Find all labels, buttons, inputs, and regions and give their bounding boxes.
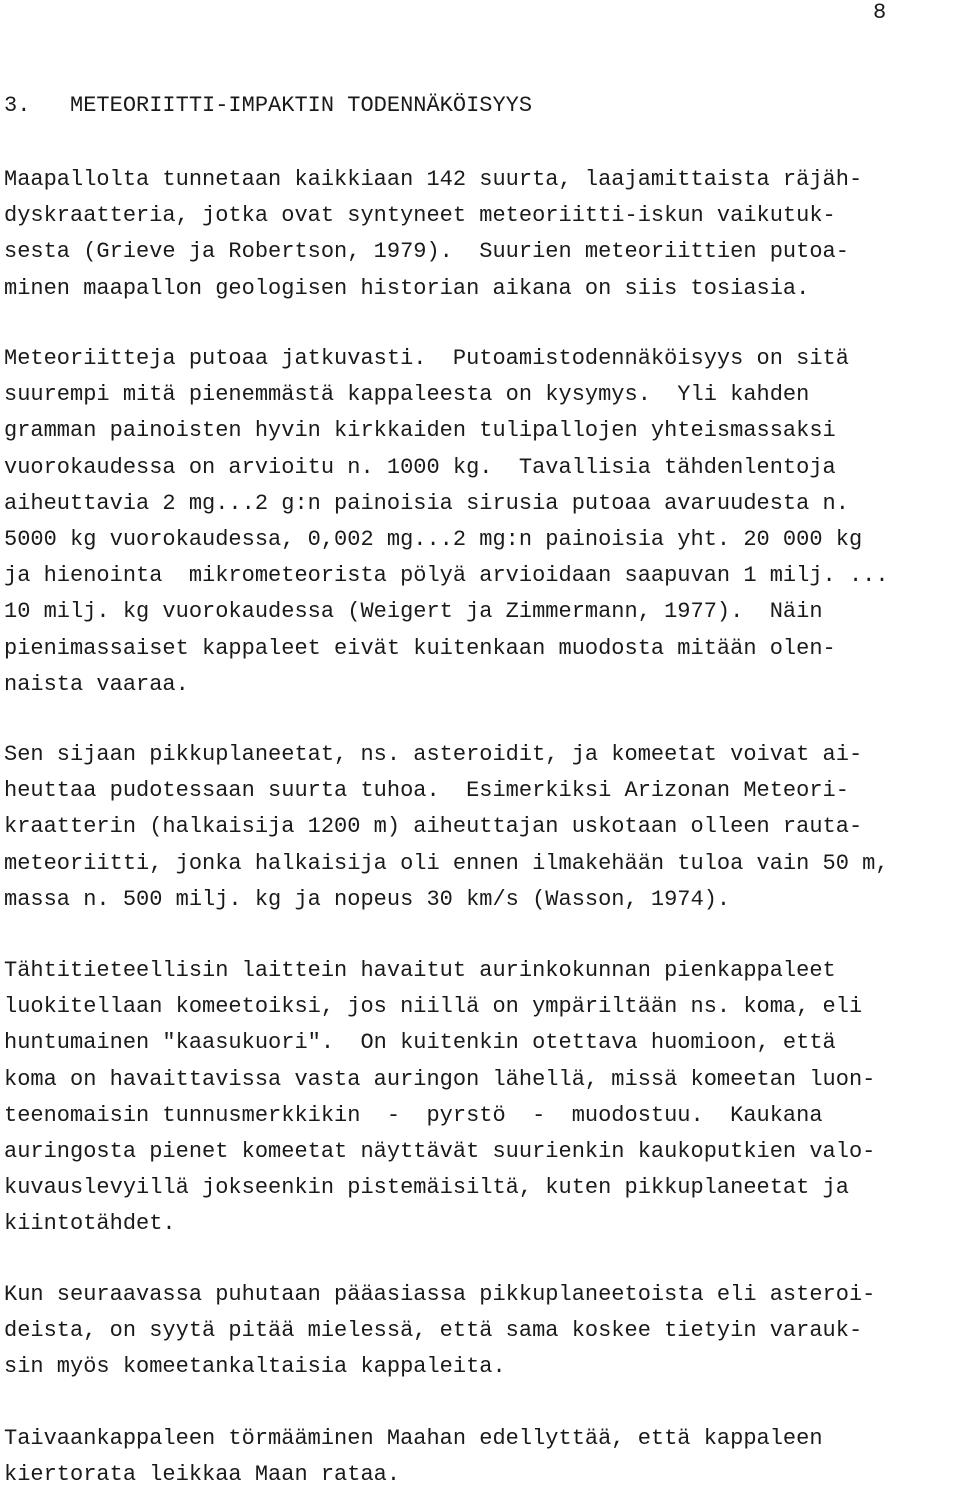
text-line: pienimassaiset kappaleet eivät kuitenkaan muodosta mitään olen- — [4, 635, 836, 661]
text-line: deista, on syytä pitää mielessä, että sama koskee tietyin varauk- — [4, 1318, 863, 1344]
text-line: sesta (Grieve ja Robertson, 1979). Suurien meteoriittien putoa- — [4, 239, 849, 265]
text-line: koma on havaittavissa vasta auringon lähellä, missä komeetan luon- — [4, 1066, 876, 1092]
text-line: Meteoriitteja putoaa jatkuvasti. Putoamistodennäköisyys on sitä — [4, 346, 849, 371]
text-line: kiintotähdet. — [4, 1211, 176, 1237]
paragraph-4 — [4, 953, 875, 1243]
section-heading: 3. METEORIITTI-IMPAKTIN TODENNÄKÖISYYS — [4, 93, 533, 118]
paragraph-1 — [4, 162, 862, 307]
text-line: Taivaankappaleen törmääminen Maahan edellyttää, että kappaleen — [4, 1426, 823, 1451]
text-line: naista vaaraa. — [4, 671, 189, 697]
text-line: heuttaa pudotessaan suurta tuhoa. Esimerkiksi Arizonan Meteori- — [4, 778, 849, 804]
text-line: Kun seuraavassa puhutaan pääasiassa pikkuplaneetoista eli asteroi- — [4, 1282, 876, 1307]
paragraph-3 — [4, 737, 889, 918]
text-line: 10 milj. kg vuorokaudessa (Weigert ja Zimmermann, 1977). Näin — [4, 599, 823, 625]
text-line: massa n. 500 milj. kg ja nopeus 30 km/s (Wasson, 1974). — [4, 886, 731, 912]
text-line: dyskraatteria, jotka ovat syntyneet meteoriitti-iskun vaikutuk- — [4, 203, 836, 229]
text-line: huntumainen "kaasukuori". On kuitenkin otettava huomioon, että — [4, 1030, 836, 1056]
text-line: ja hienointa mikrometeorista pölyä arvioidaan saapuvan 1 milj. ... — [4, 563, 889, 589]
text-line: Maapallolta tunnetaan kaikkiaan 142 suurta, laajamittaista räjäh- — [4, 167, 863, 192]
text-line: Sen sijaan pikkuplaneetat, ns. asteroidit, ja komeetat voivat ai- — [4, 742, 863, 767]
text-line: kiertorata leikkaa Maan rataa. — [4, 1462, 401, 1488]
text-line: 5000 kg vuorokaudessa, 0,002 mg...2 mg:n painoisia yht. 20 000 kg — [4, 526, 863, 552]
page-number: 8 — [873, 0, 887, 25]
paragraph-5 — [4, 1277, 875, 1386]
text-line: suurempi mitä pienemmästä kappaleesta on kysymys. Yli kahden — [4, 382, 810, 408]
text-line: aiheuttavia 2 mg...2 g:n painoisia sirusia putoaa avaruudesta n. — [4, 490, 849, 516]
paragraph-2 — [4, 341, 889, 703]
text-line: teenomaisin tunnusmerkkikin - pyrstö - muodostuu. Kaukana — [4, 1102, 823, 1128]
paragraph-6 — [4, 1421, 823, 1493]
text-line: vuorokaudessa on arvioitu n. 1000 kg. Tavallisia tähdenlentoja — [4, 454, 836, 480]
text-line: kuvauslevyillä jokseenkin pistemäisiltä, kuten pikkuplaneetat ja — [4, 1175, 849, 1201]
text-line: Tähtitieteellisin laittein havaitut aurinkokunnan pienkappaleet — [4, 958, 836, 983]
text-line: gramman painoisten hyvin kirkkaiden tulipallojen yhteismassaksi — [4, 418, 836, 444]
text-line: minen maapallon geologisen historian aikana on siis tosiasia. — [4, 275, 810, 301]
text-line: luokitellaan komeetoiksi, jos niillä on ympäriltään ns. koma, eli — [4, 994, 863, 1020]
text-line: meteoriitti, jonka halkaisija oli ennen ilmakehään tuloa vain 50 m, — [4, 850, 889, 876]
text-line: auringosta pienet komeetat näyttävät suurienkin kaukoputkien valo- — [4, 1138, 876, 1164]
text-line: sin myös komeetankaltaisia kappaleita. — [4, 1354, 506, 1380]
text-line: kraatterin (halkaisija 1200 m) aiheuttajan uskotaan olleen rauta- — [4, 814, 863, 840]
